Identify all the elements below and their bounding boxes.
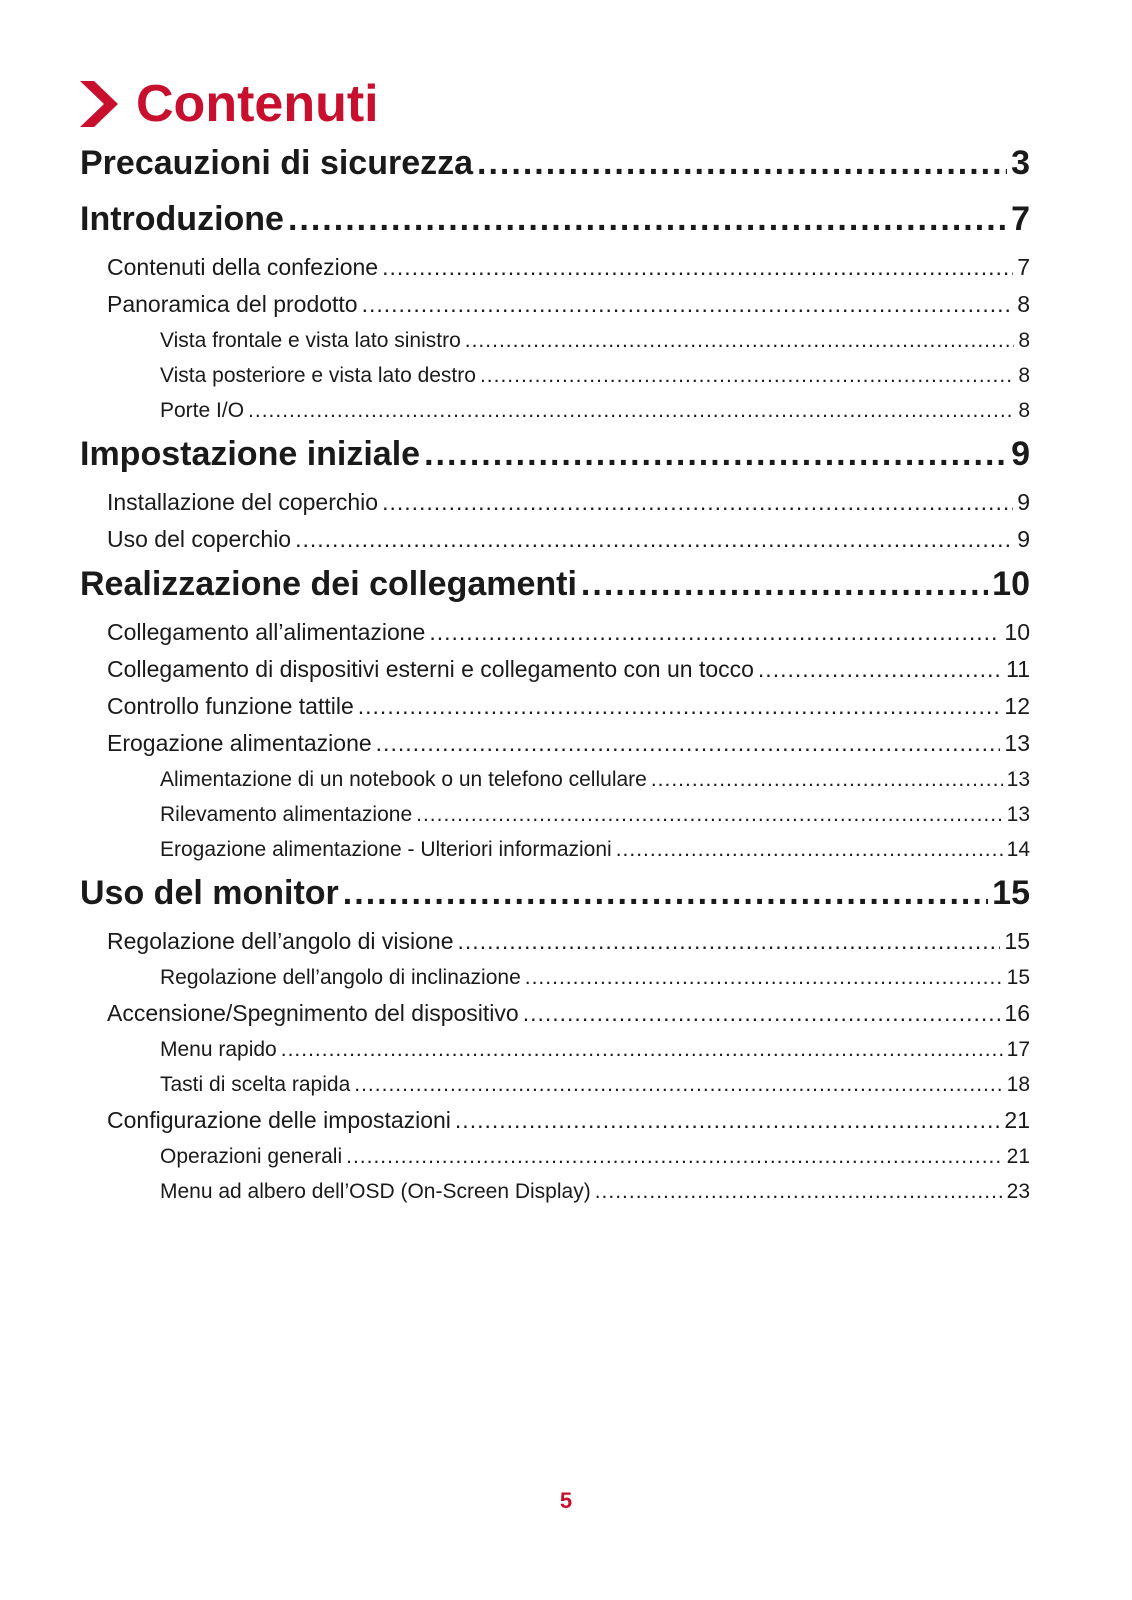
toc-entry-level-2[interactable] <box>80 249 1030 286</box>
toc-entry-title: Porte I/O <box>160 399 245 422</box>
toc-entry-page: 15 <box>1004 928 1030 954</box>
toc-entry-level-1[interactable] <box>80 558 1030 614</box>
toc-dot-leader <box>455 1102 1000 1139</box>
page-title: Contenuti <box>136 75 379 133</box>
toc-entry-page: 7 <box>1017 254 1030 280</box>
toc-entry-title: Vista posteriore e vista lato destro <box>160 364 476 387</box>
toc-entry-page: 10 <box>1004 619 1030 645</box>
toc-entry-page: 21 <box>1006 1145 1030 1168</box>
toc-entry-level-3[interactable] <box>80 393 1030 428</box>
toc-entry-page: 13 <box>1006 803 1030 826</box>
toc-dot-leader <box>362 286 1014 323</box>
toc-entry-level-3[interactable] <box>80 358 1030 393</box>
toc-entry-title: Uso del coperchio <box>107 526 292 552</box>
toc-entry-level-2[interactable] <box>80 614 1030 651</box>
toc-entry-title: Contenuti della confezione <box>107 254 379 280</box>
toc-entry-page: 3 <box>1011 144 1030 182</box>
toc-entry-level-3[interactable] <box>80 1067 1030 1102</box>
toc-dot-leader <box>288 193 1007 245</box>
page-header <box>80 75 379 133</box>
toc-dot-leader <box>343 867 988 919</box>
toc-entry-title: Regolazione dell’angolo di inclinazione <box>160 966 521 989</box>
toc-entry-level-3[interactable] <box>80 832 1030 867</box>
table-of-contents <box>80 137 1030 1209</box>
page-number: 5 <box>559 1488 573 1513</box>
toc-entry-level-2[interactable] <box>80 484 1030 521</box>
toc-entry-title: Realizzazione dei collegamenti <box>80 565 577 603</box>
toc-entry-page: 16 <box>1004 1000 1030 1026</box>
toc-entry-title: Installazione del coperchio <box>107 489 379 515</box>
toc-entry-page: 13 <box>1004 730 1030 756</box>
toc-dot-leader <box>416 797 1003 832</box>
toc-dot-leader <box>424 428 1007 480</box>
toc-dot-leader <box>248 393 1014 428</box>
toc-dot-leader <box>458 923 1001 960</box>
toc-entry-title: Controllo funzione tattile <box>107 693 354 719</box>
toc-entry-page: 8 <box>1018 364 1030 387</box>
toc-entry-level-3[interactable] <box>80 762 1030 797</box>
toc-entry-title: Regolazione dell’angolo di visione <box>107 928 454 954</box>
toc-entry-title: Erogazione alimentazione <box>107 730 372 756</box>
toc-entry-level-1[interactable] <box>80 867 1030 923</box>
toc-dot-leader <box>346 1139 1003 1174</box>
toc-entry-title: Uso del monitor <box>80 874 339 912</box>
toc-dot-leader <box>616 832 1003 867</box>
toc-dot-leader <box>376 725 1001 762</box>
toc-entry-level-3[interactable] <box>80 960 1030 995</box>
toc-entry-title: Menu ad albero dell’OSD (On-Screen Display) <box>160 1180 591 1203</box>
toc-dot-leader <box>281 1032 1003 1067</box>
toc-dot-leader <box>295 521 1013 558</box>
toc-entry-title: Accensione/Spegnimento del dispositivo <box>107 1000 519 1026</box>
chevron-right-icon <box>80 81 118 127</box>
toc-dot-leader <box>581 558 988 610</box>
toc-entry-level-2[interactable] <box>80 651 1030 688</box>
toc-dot-leader <box>758 651 1002 688</box>
toc-entry-level-2[interactable] <box>80 286 1030 323</box>
toc-dot-leader <box>358 688 1001 725</box>
toc-entry-page: 21 <box>1004 1107 1030 1133</box>
toc-entry-title: Impostazione iniziale <box>80 435 421 473</box>
toc-entry-title: Introduzione <box>80 200 284 238</box>
toc-dot-leader <box>382 249 1013 286</box>
toc-dot-leader <box>595 1174 1003 1209</box>
toc-dot-leader <box>354 1067 1002 1102</box>
toc-entry-page: 9 <box>1017 526 1030 552</box>
toc-entry-page: 23 <box>1006 1180 1030 1203</box>
toc-entry-title: Tasti di scelta rapida <box>160 1073 351 1096</box>
toc-entry-title: Menu rapido <box>160 1038 277 1061</box>
toc-entry-level-2[interactable] <box>80 923 1030 960</box>
toc-entry-level-3[interactable] <box>80 1174 1030 1209</box>
toc-dot-leader <box>465 323 1015 358</box>
toc-entry-level-3[interactable] <box>80 1139 1030 1174</box>
toc-entry-level-2[interactable] <box>80 725 1030 762</box>
toc-entry-level-2[interactable] <box>80 1102 1030 1139</box>
toc-dot-leader <box>429 614 1000 651</box>
toc-entry-page: 8 <box>1017 291 1030 317</box>
toc-entry-page: 18 <box>1006 1073 1030 1096</box>
toc-entry-title: Collegamento all’alimentazione <box>107 619 426 645</box>
toc-entry-level-3[interactable] <box>80 797 1030 832</box>
toc-entry-title: Operazioni generali <box>160 1145 343 1168</box>
toc-entry-page: 12 <box>1004 693 1030 719</box>
toc-dot-leader <box>477 137 1007 189</box>
toc-entry-title: Panoramica del prodotto <box>107 291 358 317</box>
toc-entry-page: 10 <box>992 565 1030 603</box>
toc-entry-level-2[interactable] <box>80 995 1030 1032</box>
toc-entry-level-3[interactable] <box>80 1032 1030 1067</box>
toc-dot-leader <box>480 358 1014 393</box>
toc-entry-level-2[interactable] <box>80 521 1030 558</box>
toc-dot-leader <box>525 960 1003 995</box>
toc-entry-title: Erogazione alimentazione - Ulteriori informazioni <box>160 838 612 861</box>
toc-entry-level-1[interactable] <box>80 193 1030 249</box>
toc-entry-level-2[interactable] <box>80 688 1030 725</box>
toc-entry-title: Configurazione delle impostazioni <box>107 1107 451 1133</box>
toc-entry-title: Vista frontale e vista lato sinistro <box>160 329 461 352</box>
toc-dot-leader <box>382 484 1013 521</box>
toc-entry-title: Rilevamento alimentazione <box>160 803 413 826</box>
toc-entry-page: 13 <box>1006 768 1030 791</box>
toc-entry-title: Collegamento di dispositivi esterni e collegamento con un tocco <box>107 656 754 682</box>
toc-dot-leader <box>523 995 1001 1032</box>
toc-entry-page: 15 <box>1006 966 1030 989</box>
toc-entry-page: 15 <box>992 874 1030 912</box>
toc-entry-page: 8 <box>1018 329 1030 352</box>
toc-entry-page: 9 <box>1011 435 1030 473</box>
toc-entry-level-1[interactable] <box>80 137 1030 193</box>
toc-dot-leader <box>651 762 1003 797</box>
toc-entry-page: 11 <box>1006 656 1030 682</box>
toc-entry-title: Precauzioni di sicurezza <box>80 144 474 182</box>
toc-entry-level-3[interactable] <box>80 323 1030 358</box>
toc-entry-title: Alimentazione di un notebook o un telefono cellulare <box>160 768 647 791</box>
toc-entry-page: 17 <box>1006 1038 1030 1061</box>
toc-entry-level-1[interactable] <box>80 428 1030 484</box>
toc-entry-page: 7 <box>1011 200 1030 238</box>
toc-entry-page: 14 <box>1006 838 1030 861</box>
toc-entry-page: 8 <box>1018 399 1030 422</box>
toc-entry-page: 9 <box>1017 489 1030 515</box>
